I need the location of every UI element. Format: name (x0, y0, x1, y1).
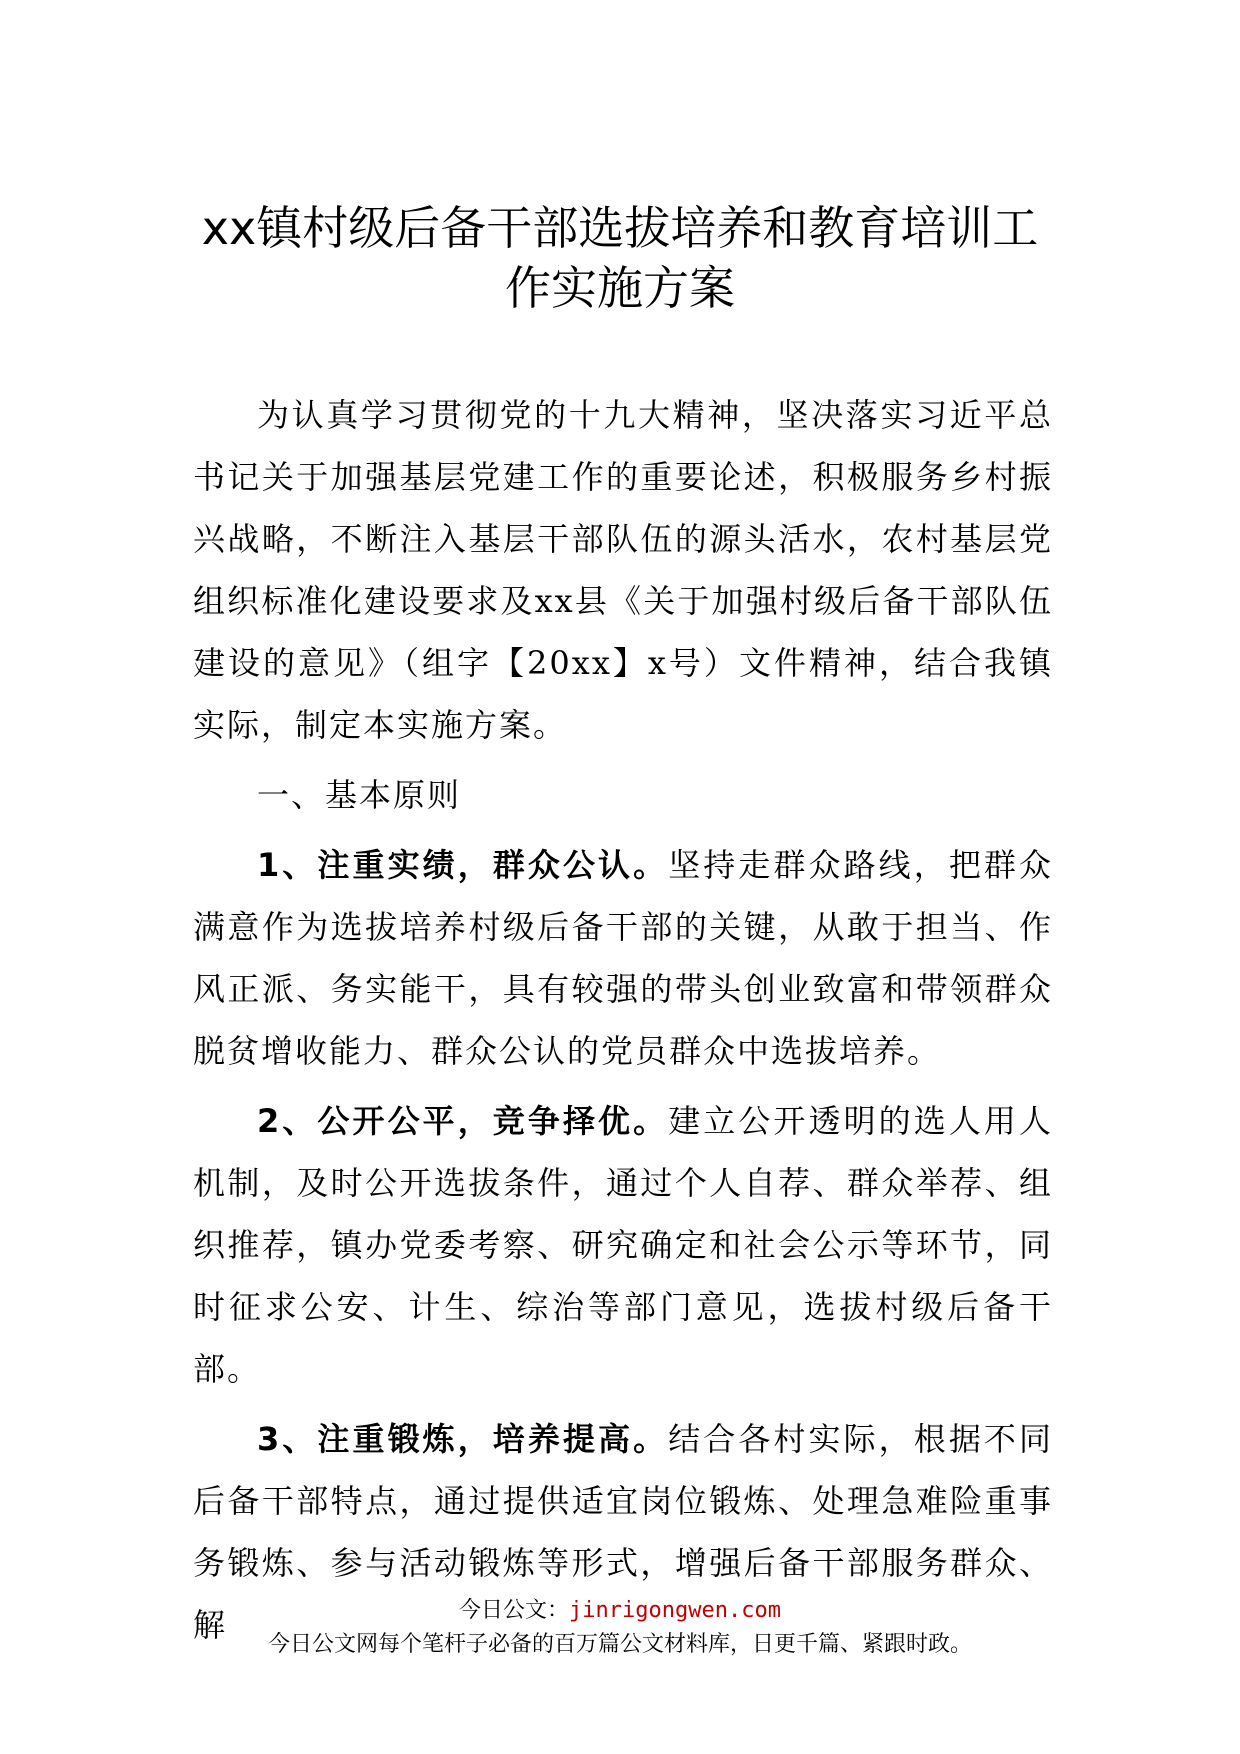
principle-3-text: 结合各村实际，根据不同后备干部特点，通过提供适宜岗位锻炼、处理急难险重事务锻炼、参与活动锻炼等形式，增强后备干部服务群众、解 (193, 1420, 1053, 1644)
principle-3-lead: 3、注重锻炼，培养提高。 (257, 1420, 669, 1458)
principle-2-text: 建立公开透明的选人用人机制，及时公开选拔条件，通过个人自荐、群众举荐、组织推荐，镇办党委考察、研究确定和社会公示等环节，同时征求公安、计生、综治等部门意见，选拔村级后备干部。 (193, 1102, 1053, 1388)
document-title (150, 198, 1090, 318)
title-line-2: 作实施方案 (505, 261, 735, 315)
footer-slogan: 今日公文网每个笔杆子必备的百万篇公文材料库，日更千篇、紧跟时政。 (267, 1632, 972, 1657)
intro-paragraph: 为认真学习贯彻党的十九大精神，坚决落实习近平总书记关于加强基层党建工作的重要论述，积极服务乡村振兴战略，不断注入基层干部队伍的源头活水，农村基层党组织标准化建设要求及xx县《关于加强村级后备干部队伍建设的意见》（组字【20xx】x号）文件精神，结合我镇实际，制定本实施方案。 (193, 396, 1053, 744)
footer-site-label: 今日公文： (459, 1598, 570, 1623)
principle-paragraph-1 (193, 834, 1053, 1082)
footer-site-link[interactable]: jinrigongwen.com (569, 1598, 781, 1623)
principle-1-text: 坚持走群众路线，把群众满意作为选拔培养村级后备干部的关键，从敢于担当、作风正派、务实能干，具有较强的带头创业致富和带领群众脱贫增收能力、群众公认的党员群众中选拔培养。 (193, 846, 1053, 1070)
section-heading-basic-principles: 一、基本原则 (257, 776, 462, 814)
principle-1-lead: 1、注重实绩，群众公认。 (257, 846, 669, 884)
principle-paragraph-2 (193, 1090, 1053, 1400)
document-body (193, 384, 1053, 1664)
principle-2-lead: 2、公开公平，竞争择优。 (257, 1102, 669, 1140)
title-line-1: xx镇村级后备干部选拔培养和教育培训工 (201, 201, 1039, 255)
footer-site-line (0, 1594, 1240, 1628)
page-footer (0, 1594, 1240, 1662)
